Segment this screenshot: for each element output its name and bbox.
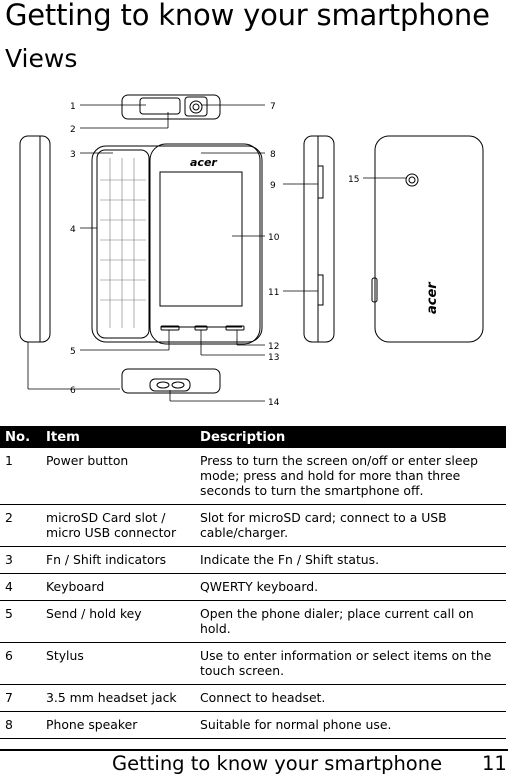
views-table bbox=[0, 426, 506, 739]
row-number: 2 bbox=[0, 505, 42, 547]
row-number: 8 bbox=[0, 712, 42, 739]
header-item: Item bbox=[46, 429, 80, 445]
front-brand-logo: acer bbox=[190, 156, 217, 169]
footer-title: Getting to know your smartphone bbox=[112, 752, 443, 775]
callout-label: 4 bbox=[70, 225, 76, 235]
table-row bbox=[0, 643, 506, 685]
header-no: No. bbox=[5, 429, 31, 445]
callout-label: 13 bbox=[268, 353, 280, 363]
page-title: Getting to know your smartphone bbox=[5, 0, 490, 32]
callout-label: 10 bbox=[268, 233, 280, 243]
table-header-row bbox=[0, 426, 506, 448]
table-row bbox=[0, 574, 506, 601]
row-item: microSD Card slot / micro USB connector bbox=[42, 505, 196, 547]
row-description: Suitable for normal phone use. bbox=[196, 712, 506, 739]
phone-left-side-view bbox=[20, 136, 50, 342]
row-description: Connect to headset. bbox=[196, 685, 506, 712]
row-number: 5 bbox=[0, 601, 42, 643]
row-number: 7 bbox=[0, 685, 42, 712]
row-item: Send / hold key bbox=[42, 601, 196, 643]
camera-icon bbox=[406, 174, 418, 186]
phone-front-view bbox=[92, 146, 262, 342]
row-item: Phone speaker bbox=[42, 712, 196, 739]
row-item: Stylus bbox=[42, 643, 196, 685]
row-item: 3.5 mm headset jack bbox=[42, 685, 196, 712]
callout-label: 9 bbox=[270, 181, 276, 191]
phone-views-illustration bbox=[0, 88, 508, 418]
callout-label: 3 bbox=[70, 150, 76, 160]
keyboard-panel bbox=[97, 150, 149, 338]
row-number: 1 bbox=[0, 448, 42, 505]
callout-label: 7 bbox=[270, 102, 276, 112]
table-row bbox=[0, 685, 506, 712]
row-description: QWERTY keyboard. bbox=[196, 574, 506, 601]
callout-label: 2 bbox=[70, 125, 76, 135]
views-table-container bbox=[0, 426, 506, 739]
touch-screen bbox=[160, 172, 242, 306]
row-description: Press to turn the screen on/off or enter sleep mode; press and hold for more than three seconds to turn the smartphone off. bbox=[196, 448, 506, 505]
row-number: 6 bbox=[0, 643, 42, 685]
section-heading: Views bbox=[5, 44, 78, 73]
row-item: Fn / Shift indicators bbox=[42, 547, 196, 574]
row-number: 3 bbox=[0, 547, 42, 574]
table-row bbox=[0, 547, 506, 574]
back-brand-logo: acer bbox=[425, 282, 440, 314]
callout-label: 6 bbox=[70, 386, 76, 396]
row-description: Indicate the Fn / Shift status. bbox=[196, 547, 506, 574]
table-row bbox=[0, 712, 506, 739]
callout-label: 8 bbox=[270, 150, 276, 160]
row-item: Keyboard bbox=[42, 574, 196, 601]
row-description: Slot for microSD card; connect to a USB cable/charger. bbox=[196, 505, 506, 547]
table-row bbox=[0, 505, 506, 547]
footer-divider bbox=[0, 749, 508, 751]
table-row bbox=[0, 448, 506, 505]
row-description: Use to enter information or select items on the touch screen. bbox=[196, 643, 506, 685]
row-number: 4 bbox=[0, 574, 42, 601]
headset-jack-icon bbox=[190, 101, 202, 113]
header-description: Description bbox=[200, 429, 286, 445]
phone-bottom-view bbox=[122, 369, 220, 393]
callout-label: 14 bbox=[268, 398, 280, 408]
table-row bbox=[0, 601, 506, 643]
callout-label: 15 bbox=[348, 175, 360, 185]
page-number: 11 bbox=[482, 752, 507, 775]
row-item: Power button bbox=[42, 448, 196, 505]
phone-right-side-view bbox=[304, 136, 334, 342]
callout-label: 12 bbox=[268, 342, 280, 352]
row-description: Open the phone dialer; place current call on hold. bbox=[196, 601, 506, 643]
callout-label: 1 bbox=[70, 102, 76, 112]
callout-label: 11 bbox=[268, 288, 280, 298]
callout-label: 5 bbox=[70, 347, 76, 357]
